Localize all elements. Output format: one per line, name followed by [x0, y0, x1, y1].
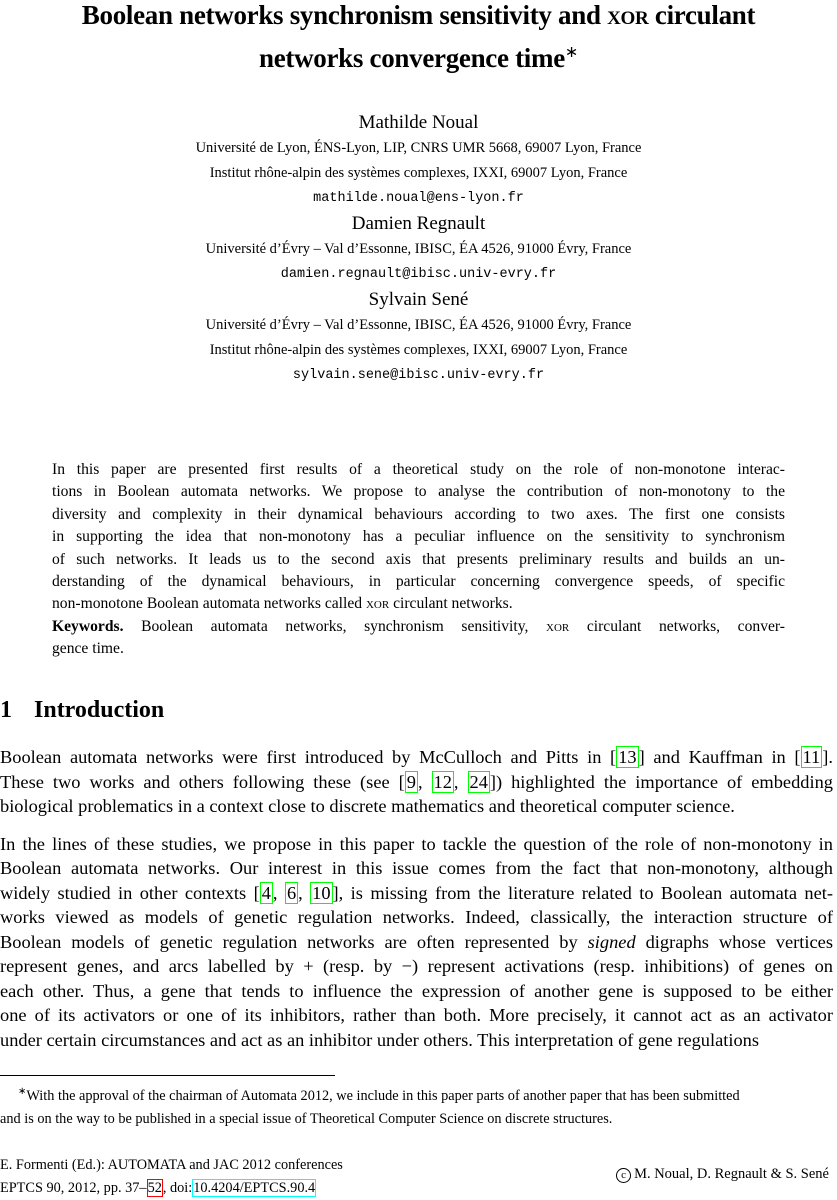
text-line	[52, 616, 785, 638]
footnote-mark: ∗	[18, 1086, 27, 1097]
author-block	[0, 110, 837, 211]
text-run: ]) highlighted the importance of embedding	[489, 771, 833, 792]
copyright	[616, 1166, 829, 1183]
text-run: circulant networks, conver-	[569, 617, 785, 635]
author-affiliation: Université d’Évry – Val d’Essonne, IBISC, ÉA 4526, 91000 Évry, France	[205, 317, 632, 333]
citation-link[interactable]: 9	[406, 771, 416, 792]
author-email[interactable]: sylvain.sene@ibisc.univ-evry.fr	[292, 368, 545, 383]
text-run: ] and Kauffman in [	[638, 747, 801, 767]
author-affiliation: Université de Lyon, ÉNS-Lyon, LIP, CNRS UMR 5668, 69007 Lyon, France	[195, 140, 642, 156]
text-run: digraphs whose vertices	[635, 931, 833, 952]
text-run: ].	[822, 747, 833, 767]
author-affiliation: Institut rhône-alpin des systèmes complexes, IXXI, 69007 Lyon, France	[209, 165, 628, 181]
text-run: ,	[298, 882, 311, 903]
citation-link[interactable]: 24	[469, 771, 488, 792]
text-line	[0, 794, 833, 819]
text-line	[0, 832, 833, 857]
copyright-icon: c	[616, 1168, 631, 1183]
author-block	[0, 287, 837, 388]
text-run: ,	[417, 771, 432, 792]
footer-proceedings: E. Formenti (Ed.): AUTOMATA and JAC 2012 conferences	[0, 1157, 343, 1173]
footnote	[0, 1080, 833, 1131]
text-run: widely studied in other contexts [	[0, 882, 260, 903]
text-run: under certain circumstances and act as an inhibitor under others. This interpretation of gene regulations	[0, 1029, 760, 1050]
text-line	[52, 526, 785, 548]
citation-link[interactable]: 4	[261, 882, 271, 903]
paper-title	[0, 0, 837, 77]
text-line	[0, 954, 833, 979]
text-line	[0, 881, 833, 906]
title-footnote-mark[interactable]: ∗	[564, 44, 578, 61]
text-run: In the lines of these studies, we propose in this paper to tackle the question of the role of non-monotony in	[0, 833, 833, 854]
text-run: circulant networks.	[389, 595, 513, 613]
text-line	[52, 549, 785, 571]
author-name: Damien Regnault	[351, 213, 486, 234]
text-run: Boolean automata networks, synchronism sensitivity,	[123, 617, 546, 635]
title-xor: xor	[607, 0, 649, 30]
text-run: of such networks. It leads us to the second axis that presents preliminary results and builds an un-	[52, 550, 785, 568]
text-run: biological problematics in a context close to discrete mathematics and theoretical computer science.	[0, 796, 735, 816]
text-line	[0, 979, 833, 1004]
text-run: ,	[453, 771, 468, 792]
text-line	[0, 770, 833, 795]
publication-footer	[0, 1154, 343, 1200]
text-run: derstanding of the dynamical behaviours, in particular concerning convergence speeds, of specific	[52, 573, 785, 591]
citation-link[interactable]: 6	[286, 882, 297, 903]
doi-label: , doi:	[162, 1180, 193, 1196]
text-run: Boolean automata networks. Our interest in this issue comes from the fact that non-monotony, although	[0, 858, 833, 878]
text-run: Boolean models of genetic regulation networks are often represented by	[0, 931, 588, 952]
text-line	[0, 745, 833, 770]
author-email[interactable]: damien.regnault@ibisc.univ-evry.fr	[280, 267, 557, 282]
section-number: 1	[0, 697, 12, 723]
last-page-link[interactable]: 52	[147, 1180, 162, 1196]
paragraph	[52, 459, 785, 616]
footnote-line-1: With the approval of the chairman of Automata 2012, we include in this paper parts of another paper that has been submitted	[26, 1087, 740, 1104]
citation-link[interactable]: 11	[802, 747, 821, 767]
text-run: In this paper are presented first results of a theoretical study on the role of non-monotone interac-	[52, 461, 785, 478]
section-heading	[0, 697, 164, 724]
citation-link[interactable]: 13	[618, 747, 637, 767]
small-caps-term: xor	[365, 595, 390, 613]
citation-link[interactable]: 10	[312, 882, 331, 903]
text-run: diversity and complexity in their dynamical behaviours according to two axes. The first one consists	[52, 505, 785, 523]
section-title: Introduction	[34, 697, 165, 723]
small-caps-term: xor	[546, 617, 570, 635]
text-run: one of its activators or one of its inhibitors, rather than both. More precisely, it cannot act as an activator	[0, 1005, 833, 1025]
text-line	[52, 638, 785, 660]
text-line	[52, 504, 785, 526]
footnote-rule	[0, 1075, 335, 1076]
author-affiliation: Institut rhône-alpin des systèmes complexes, IXXI, 69007 Lyon, France	[209, 342, 628, 358]
citation-link[interactable]: 12	[433, 771, 452, 792]
text-run: represent genes, and arcs labelled by + (resp. by −) represent activations (resp. inhibitions) of genes on	[0, 956, 833, 976]
copyright-holders: M. Noual, D. Regnault & S. Sené	[634, 1166, 829, 1182]
emphasis: signed	[587, 931, 636, 952]
text-run: These two works and others following these (see [	[0, 771, 405, 792]
paragraph	[0, 745, 833, 819]
doi-link[interactable]: 10.4204/EPTCS.90.4	[193, 1180, 316, 1196]
text-line	[0, 930, 833, 955]
text-run: works viewed as models of genetic regulation networks. Indeed, classically, the interaction structure of	[0, 907, 833, 927]
text-run: ], is missing from the literature related to Boolean automata net-	[332, 882, 834, 903]
text-line	[52, 571, 785, 593]
text-run: Boolean automata networks were first introduced by McCulloch and Pitts in [	[0, 747, 617, 767]
author-email[interactable]: mathilde.noual@ens-lyon.fr	[313, 191, 524, 206]
text-run: in supporting the idea that non-monotony has a peculiar influence on the sensitivity to synchronism	[52, 528, 785, 546]
text-line	[0, 1028, 833, 1053]
text-run: non-monotone Boolean automata networks called	[52, 595, 366, 613]
paragraph	[52, 616, 785, 661]
text-run: tions in Boolean automata networks. We propose to analyse the contribution of non-monotony to the	[52, 483, 785, 501]
author-affiliation: Université d’Évry – Val d’Essonne, IBISC, ÉA 4526, 91000 Évry, France	[205, 241, 632, 257]
title-line-2: networks convergence time	[258, 43, 565, 73]
text-line	[0, 905, 833, 930]
text-line	[52, 481, 785, 503]
title-line-1-end: circulant	[648, 0, 756, 30]
footer-pages: EPTCS 90, 2012, pp. 37–	[0, 1180, 147, 1196]
text-line	[0, 856, 833, 881]
author-block	[0, 211, 837, 287]
footnote-line-2: and is on the way to be published in a special issue of Theoretical Computer Science on discrete structures.	[0, 1110, 613, 1127]
text-line	[52, 593, 785, 615]
text-run: gence time.	[52, 640, 124, 658]
title-line-1: Boolean networks synchronism sensitivity and	[81, 0, 608, 30]
paragraph	[0, 832, 833, 1053]
body-text	[0, 745, 833, 1065]
author-name: Sylvain Sené	[368, 289, 469, 310]
text-line	[0, 1003, 833, 1028]
author-name: Mathilde Noual	[358, 112, 479, 133]
text-run: ,	[272, 882, 285, 903]
author-list	[0, 110, 837, 388]
text-run: each other. Thus, a gene that tends to influence the expression of another gene is supposed to be either	[0, 980, 833, 1001]
abstract	[52, 459, 785, 661]
keywords-label: Keywords.	[52, 617, 124, 635]
text-line	[52, 459, 785, 481]
